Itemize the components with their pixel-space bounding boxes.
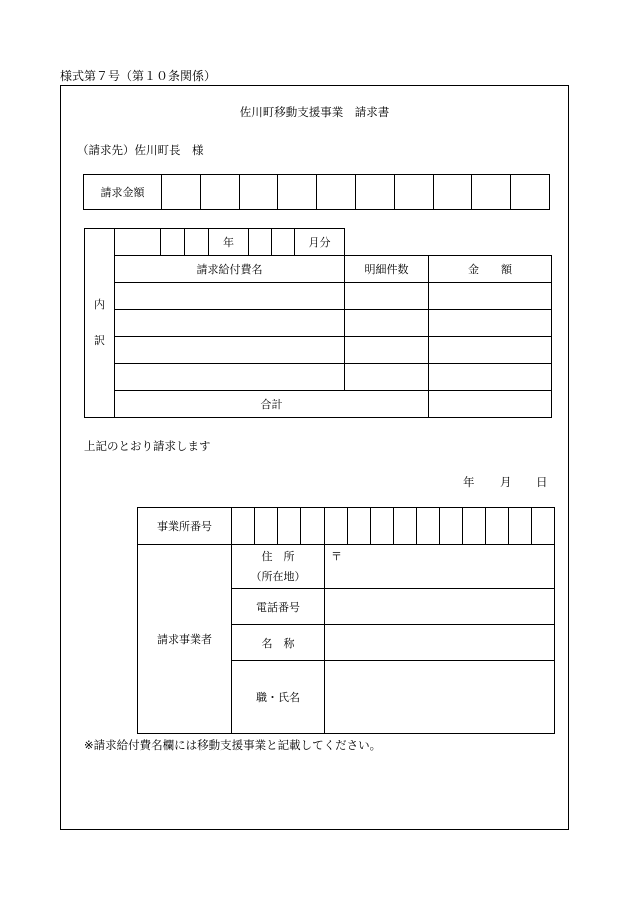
amount-cell[interactable] [429, 337, 552, 364]
office-number-digit[interactable] [509, 508, 532, 545]
period-month-cell[interactable] [272, 229, 295, 256]
office-number-digit[interactable] [232, 508, 255, 545]
office-number-digit[interactable] [278, 508, 301, 545]
office-number-digit[interactable] [440, 508, 463, 545]
address-field[interactable] [325, 545, 555, 589]
header-benefit-name: 請求給付費名 [115, 256, 345, 283]
amount-digit[interactable] [278, 175, 317, 210]
benefit-name-cell[interactable] [115, 310, 345, 337]
item-count-cell[interactable] [345, 337, 429, 364]
total-amount-cell[interactable] [429, 391, 552, 418]
item-count-cell[interactable] [345, 283, 429, 310]
amount-cell[interactable] [429, 283, 552, 310]
office-number-digit[interactable] [371, 508, 394, 545]
amount-label: 請求金額 [84, 175, 162, 210]
amount-digit[interactable] [472, 175, 511, 210]
amount-digit[interactable] [394, 175, 433, 210]
form-number: 様式第７号（第１０条関係） [60, 69, 217, 83]
breakdown-side-label: 内 訳 [85, 229, 115, 418]
office-number-digit[interactable] [348, 508, 371, 545]
period-year-cell[interactable] [185, 229, 209, 256]
benefit-name-cell[interactable] [115, 364, 345, 391]
office-number-digit[interactable] [394, 508, 417, 545]
date-month: 月 [500, 475, 512, 489]
amount-digit[interactable] [511, 175, 550, 210]
date-year: 年 [463, 475, 475, 489]
form-title: 佐川町移動支援事業 請求書 [239, 105, 390, 119]
phone-field[interactable] [325, 589, 555, 625]
claimant-section-label: 請求事業者 [138, 545, 232, 734]
benefit-name-cell[interactable] [115, 283, 345, 310]
note: ※請求給付費名欄には移動支援事業と記載してください。 [84, 738, 382, 752]
period-year-cell[interactable] [115, 229, 161, 256]
header-amount: 金 額 [429, 256, 552, 283]
office-number-label: 事業所番号 [138, 508, 232, 545]
office-number-digit[interactable] [486, 508, 509, 545]
total-label: 合計 [115, 391, 429, 418]
amount-digit[interactable] [355, 175, 394, 210]
amount-digit[interactable] [433, 175, 472, 210]
breakdown-table [84, 228, 552, 418]
title-name-label: 職・氏名 [232, 661, 325, 734]
period-year-label: 年 [209, 229, 249, 256]
phone-label: 電話番号 [232, 589, 325, 625]
amount-digit[interactable] [200, 175, 239, 210]
addressee: （請求先）佐川町長 様 [77, 143, 204, 157]
amount-digit[interactable] [162, 175, 201, 210]
header-item-count: 明細件数 [345, 256, 429, 283]
amount-cell[interactable] [429, 364, 552, 391]
amount-cell[interactable] [429, 310, 552, 337]
office-number-digit[interactable] [325, 508, 348, 545]
office-number-digit[interactable] [532, 508, 555, 545]
office-number-digit[interactable] [301, 508, 325, 545]
statement: 上記のとおり請求します [84, 439, 211, 453]
claimant-table [137, 507, 555, 734]
amount-digit[interactable] [317, 175, 356, 210]
amount-digit[interactable] [239, 175, 278, 210]
postal-mark: 〒 [331, 550, 342, 563]
period-month-cell[interactable] [249, 229, 272, 256]
office-number-digit[interactable] [417, 508, 440, 545]
item-count-cell[interactable] [345, 310, 429, 337]
office-number-digit[interactable] [255, 508, 278, 545]
benefit-name-cell[interactable] [115, 337, 345, 364]
address-label: 住 所 （所在地） [232, 545, 325, 589]
item-count-cell[interactable] [345, 364, 429, 391]
office-number-digit[interactable] [463, 508, 486, 545]
date-day: 日 [536, 475, 548, 489]
period-year-cell[interactable] [161, 229, 185, 256]
name-label: 名 称 [232, 625, 325, 661]
title-name-field[interactable] [325, 661, 555, 734]
name-field[interactable] [325, 625, 555, 661]
period-month-label: 月分 [295, 229, 345, 256]
amount-table [83, 174, 550, 210]
